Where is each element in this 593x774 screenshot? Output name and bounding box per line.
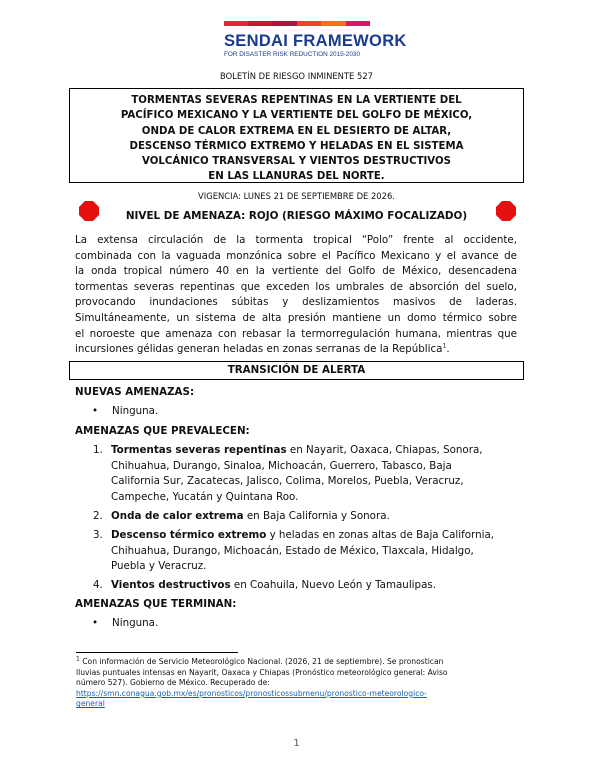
list-number: 2. — [93, 510, 103, 522]
threat-regions: en Nayarit, Oaxaca, Chiapas, Sonora, — [286, 444, 483, 456]
situation-paragraph — [75, 233, 517, 358]
footnote — [76, 657, 518, 710]
bullet-icon: • — [92, 405, 99, 417]
source-link[interactable]: https://smn.conagua.gob.mx/es/pronosticos/pronosticossubmenu/pronostico-meteorologico- — [76, 688, 427, 698]
logo-bar-segment — [248, 21, 272, 26]
logo-color-bar — [224, 21, 370, 26]
ending-threats-text: Ninguna. — [112, 617, 159, 629]
footnote-text: Con información de Servicio Meteorológico Nacional. (2026, 21 de septiembre). Se pronostican — [79, 657, 444, 666]
footnote-separator — [76, 652, 238, 653]
paragraph-line: la onda tropical número 40 en la vertiente del Golfo de México, desencadena — [75, 265, 517, 278]
threat-regions: Chihuahua, Durango, Michoacán, Estado de México, Tlaxcala, Hidalgo, — [111, 544, 474, 557]
threat-regions: California Sur, Zacatecas, Jalisco, Colima, Morelos, Puebla, Veracruz, — [111, 475, 464, 488]
prevailing-threats-heading: AMENAZAS QUE PREVALECEN: — [75, 425, 250, 437]
new-threats-text: Ninguna. — [112, 405, 159, 417]
threat-regions: en Baja California y Sonora. — [243, 510, 390, 522]
logo-bar-segment — [224, 21, 248, 26]
title-line: TORMENTAS SEVERAS REPENTINAS EN LA VERTIENTE DEL — [131, 95, 462, 106]
source-link[interactable]: general — [76, 699, 105, 709]
sendai-framework-logo — [224, 21, 407, 59]
logo-title: SENDAI FRAMEWORK — [224, 32, 407, 50]
paragraph-line: Simultáneamente, un sistema de alta presión mantiene un domo térmico sobre — [75, 311, 517, 324]
threat-name: Tormentas severas repentinas — [111, 444, 287, 456]
footnote-text: lluvias puntuales intensas en Nayarit, Oaxaca y Chiapas (Pronóstico meteorológico general: Aviso — [76, 667, 448, 677]
threat-level: NIVEL DE AMENAZA: ROJO (RIESGO MÁXIMO FOCALIZADO) — [125, 210, 468, 222]
new-threats-item — [92, 405, 158, 417]
paragraph-line-text: incursiones gélidas generan heladas en zonas serranas de la República — [75, 343, 443, 356]
validity-date: VIGENCIA: LUNES 21 DE SEPTIEMBRE DE 2026. — [198, 191, 395, 201]
ending-threats-item — [92, 617, 158, 629]
threat-name: Onda de calor extrema — [111, 510, 244, 522]
list-number: 4. — [93, 579, 103, 591]
logo-subtitle: FOR DISASTER RISK REDUCTION 2015-2030 — [224, 51, 361, 58]
paragraph-line: provocando inundaciones súbitas y deslizamientos masivos de laderas. — [75, 296, 517, 309]
threat-name: Descenso térmico extremo — [111, 529, 267, 541]
list-number: 1. — [93, 444, 103, 456]
alert-transition-header: TRANSICIÓN DE ALERTA — [69, 361, 524, 380]
title-line: DESCENSO TÉRMICO EXTREMO Y HELADAS EN EL SISTEMA — [129, 140, 464, 152]
bulletin-number: BOLETÍN DE RIESGO INMINENTE 527 — [219, 71, 373, 81]
ending-threats-heading: AMENAZAS QUE TERMINAN: — [75, 598, 237, 610]
paragraph-line: La extensa circulación de la tormenta tropical “Polo” frente al occidente, — [75, 234, 517, 246]
threat-regions: Chihuahua, Durango, Sinaloa, Michoacán, Guerrero, Tabasco, Baja — [111, 459, 452, 472]
logo-bar-segment — [297, 21, 321, 26]
paragraph-line-last: incursiones gélidas generan heladas en zonas serranas de la República$^1$. — [75, 342, 450, 356]
threat-regions: y heladas en zonas altas de Baja California, — [266, 529, 495, 541]
bullet-icon: • — [92, 617, 99, 629]
title-line: VOLCÁNICO TRANSVERSAL Y VIENTOS DESTRUCTIVOS — [141, 156, 452, 168]
footnote-text: número 527). Gobierno de México. Recuperado de: — [76, 678, 270, 688]
threat-name: Vientos destructivos — [111, 579, 231, 591]
logo-bar-segment — [321, 21, 345, 26]
bulletin-title-box — [69, 88, 524, 183]
threat-regions: en Coahuila, Nuevo León y Tamaulipas. — [230, 579, 437, 591]
footnote-number: 1 — [76, 655, 80, 663]
title-line: PACÍFICO MEXICANO Y LA VERTIENTE DEL GOLFO DE MÉXICO, — [120, 110, 473, 122]
threat-regions: Puebla y Veracruz. — [111, 560, 207, 573]
list-number: 3. — [93, 529, 103, 541]
paragraph-line: tormentas severas repentinas que exceden los umbrales de absorción del suelo, — [75, 280, 517, 293]
paragraph-line: el noroeste que amenaza con rebasar la termorregulación humana, mientras que — [75, 327, 517, 340]
paragraph-line: combinada con la vaguada monzónica sobre el Pacífico Mexicano y el avance de — [75, 249, 517, 262]
page-number: 1 — [293, 738, 300, 749]
new-threats-heading: NUEVAS AMENAZAS: — [75, 386, 195, 398]
title-line: EN LAS LLANURAS DEL NORTE. — [208, 171, 385, 183]
title-line: ONDA DE CALOR EXTREMA EN EL DESIERTO DE ALTAR, — [141, 125, 452, 137]
threat-regions: Campeche, Yucatán y Quintana Roo. — [111, 490, 299, 503]
logo-bar-segment — [273, 21, 297, 26]
footnote-reference[interactable]: 1 — [442, 342, 447, 350]
logo-bar-segment — [346, 21, 370, 26]
